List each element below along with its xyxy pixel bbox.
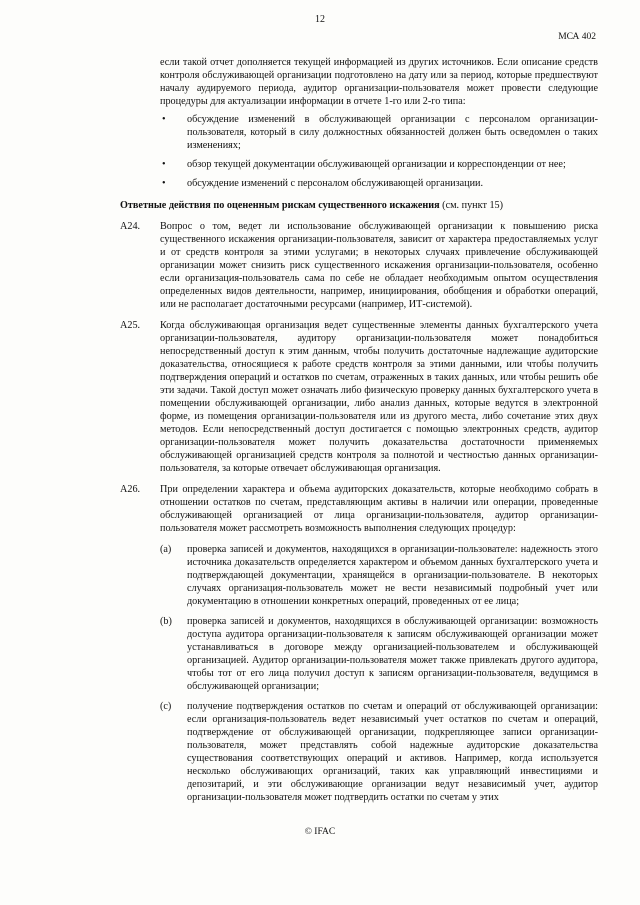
bullet-icon: • <box>162 178 166 189</box>
bullet-item <box>120 113 598 152</box>
bullet-item <box>120 177 598 190</box>
document-body <box>120 56 598 804</box>
paragraph-number: A25. <box>120 320 141 331</box>
bullet-list <box>120 113 598 190</box>
document-code: МСА 402 <box>558 32 596 42</box>
bullet-text: обсуждение изменений в обслуживающей организации с персоналом организации-пользователя, который в силу должностных обязанностей должен быть осведомлен о таких изменениях; <box>187 114 598 151</box>
page-number: 12 <box>315 14 325 25</box>
bullet-icon: • <box>162 114 166 125</box>
subitem-c <box>120 700 598 804</box>
subitem-text: получение подтверждения остатков по счетам и операций от обслуживающей организации: если организация-пользователь ведет независимый учет остатков по счетам и операций, подтверждение от обслуживающей организации, подкрепляющее записи организации-пользователя, может представлять собой надежные аудиторские доказательства существования соответствующих операций и активов. Например, когда используется несколько обслуживающих организаций, таких как управляющий инвестициями и депозитарий, и эти обслуживающие организации ведут независимый учет, аудитор организации-пользователя может подтвердить остатки по счетам у этих <box>187 701 598 803</box>
paragraph-text: Вопрос о том, ведет ли использование обслуживающей организации к повышению риска существенного искажения организации-пользователя, зависит от характера предоставляемых услуг и от средств контроля за этими услугами; в некоторых случаях привлечение обслуживающей организации может снизить риск существенного искажения организации-пользователя, особенно если организация-пользователь сама по себе не обладает необходимым опытом осуществления определенных видов деятельности, например, инициирования, обобщения и обработки операций, или не располагает достаточными ресурсами (например, ИТ-системой). <box>160 221 598 310</box>
subitem-b <box>120 615 598 693</box>
section-heading-reference: (см. пункт 15) <box>442 200 504 211</box>
bullet-item <box>120 158 598 171</box>
bullet-text: обзор текущей документации обслуживающей организации и корреспонденции от нее; <box>187 159 566 170</box>
bullet-icon: • <box>162 159 166 170</box>
paragraph-text: При определении характера и объема аудиторских доказательств, которые необходимо собрать в отношении остатков по счетам, представляющим активы в наличии или операции, проведенные обслуживающей организацией от лица организации-пользователя, аудитор организации-пользователя может рассмотреть возможность выполнения следующих процедур: <box>160 484 598 534</box>
subitem-text: проверка записей и документов, находящихся в обслуживающей организации: возможность доступа аудитора организации-пользователя к записям обслуживающей организации может устанавливаться в договоре между организацией-пользователем и обслуживающей организацией. Аудитор организации-пользователя может также привлекать другого аудитора, чтобы тот от его лица получил доступ к записям организации-пользователя, ведущимся в обслуживающей организации; <box>187 616 598 692</box>
subitem-a <box>120 543 598 608</box>
paragraph-a25 <box>120 319 598 475</box>
copyright-footer: © IFAC <box>304 827 336 837</box>
subitem-label: (a) <box>160 544 172 555</box>
bullet-text: обсуждение изменений с персоналом обслуживающей организации. <box>187 178 484 189</box>
subitem-text: проверка записей и документов, находящихся в организации-пользователе: надежность этого источника доказательств определяется характером и объемом данных бухгалтерского учета и подтверждающей документации, хранящейся в организации-пользователе. В некоторых случаях организация-пользователь может не вести независимый подробный учет или документацию в отношении конкретных операций, проведенных от ее лица; <box>187 544 598 607</box>
subitem-label: (c) <box>160 701 172 712</box>
paragraph-text: Когда обслуживающая организация ведет существенные элементы данных бухгалтерского учета организации-пользователя, аудитору организации-пользователя может понадобиться непосредственный доступ к этим данным, чтобы получить достаточные надлежащие аудиторские доказательства, относящиеся к работе средств контроля за этими данными, или чтобы получить подтверждения операций и остатков по счетам, отраженных в таких данных, или чтобы решить обе эти задачи. Такой доступ может означать либо физическую проверку данных бухгалтерского учета в помещении обслуживающей организации, либо анализ данных, которые ведутся в электронной форме, из помещения организации-пользователя или из другого места, либо сочетание этих двух методов. Если непосредственный доступ достигается с помощью электронных средств, аудитор организации-пользователя может получить доказательства достаточности применяемых обслуживающей организацией средств контроля за полнотой и честностью данных организации-пользователя, за которые отвечает обслуживающая организация. <box>160 320 598 474</box>
subitem-label: (b) <box>160 616 172 627</box>
paragraph-a24 <box>120 220 598 311</box>
paragraph-number: A24. <box>120 221 141 232</box>
section-heading <box>120 199 598 212</box>
intro-paragraph: если такой отчет дополняется текущей информацией из других источников. Если описание средств контроля обслуживающей организации подготовлено на дату или за период, которые предшествуют началу аудируемого периода, аудитор организации-пользователя может провести следующие процедуры для актуализации информации в отчете 1-го или 2-го типа: <box>160 57 598 107</box>
paragraph-a26 <box>120 483 598 535</box>
paragraph-number: A26. <box>120 484 141 495</box>
section-heading-title: Ответные действия по оцененным рискам существенного искажения <box>120 200 440 211</box>
